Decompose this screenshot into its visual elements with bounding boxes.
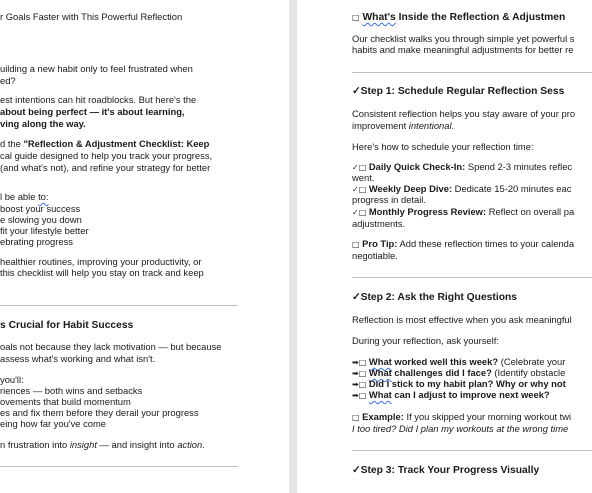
example-line: □ Example: If you skipped your morning workout twi [352, 411, 572, 422]
youll-item: eing how far you've come [0, 418, 107, 429]
checkbox-icon: □ [352, 13, 360, 22]
spelling-squiggle: What [368, 367, 392, 378]
section-divider [0, 305, 238, 306]
intentions-line-1: est intentions can hit roadblocks. But here's the [0, 94, 197, 105]
step2-during: During your reflection, ask yourself: [352, 335, 499, 346]
section-divider [0, 466, 238, 467]
benefit-item: e slowing you down [0, 214, 82, 225]
youll-item: ovements that build momentum [0, 396, 131, 407]
arrow-right-icon: ➡□ [352, 380, 367, 389]
section-divider [352, 72, 592, 73]
inside-body-line-2: habits and make meaningful adjustments for better re [352, 44, 574, 55]
intro-line-1: uilding a new habit only to feel frustrated when [0, 63, 193, 74]
step1-item-cont: adjustments. [352, 218, 406, 229]
intro-line-2: ed? [0, 75, 16, 86]
spelling-squiggle: What [368, 389, 392, 400]
goals-line-2: assess what's working and what isn't. [0, 353, 156, 364]
check-box-icon: ✓□ [352, 185, 367, 194]
example-line-2: I too tired? Did I plan my workouts at the wrong time [352, 423, 569, 434]
question-item: ➡□ What challenges did I face? (Identify obstacle [352, 367, 566, 378]
arrow-right-icon: ➡□ [352, 391, 367, 400]
frustration-line: n frustration into insight — and insight into action. [0, 439, 205, 450]
checklist-intro-line-2: cal guide designed to help you track your progress, [0, 150, 213, 161]
healthier-line-2: this checklist will help you stay on track and keep [0, 267, 204, 278]
step1-body-line-2: improvement intentional. [352, 120, 455, 131]
step1-howto: Here's how to schedule your reflection time: [352, 141, 534, 152]
benefit-item: boost your success [0, 203, 81, 214]
healthier-line-1: healthier routines, improving your productivity, or [0, 256, 202, 267]
step3-heading: ✓Step 3: Track Your Progress Visually [352, 465, 540, 476]
lightbulb-icon: □ [352, 240, 360, 249]
spelling-squiggle: to: [38, 191, 49, 202]
step1-heading: ✓Step 1: Schedule Regular Reflection Sess [352, 86, 565, 97]
step1-item-cont: progress in detail. [352, 194, 426, 205]
arrow-right-icon: ➡□ [352, 358, 367, 367]
question-item: ➡□ What worked well this week? (Celebrate your [352, 356, 566, 367]
section-divider [352, 450, 592, 451]
document-page-right [297, 0, 592, 493]
step1-item: ✓□ Daily Quick Check-In: Spend 2-3 minutes reflec [352, 161, 573, 172]
example-icon: □ [352, 413, 360, 422]
step1-item: ✓□ Weekly Deep Dive: Dedicate 15-20 minutes eac [352, 183, 572, 194]
arrow-right-icon: ➡□ [352, 369, 367, 378]
section-divider [352, 277, 592, 278]
page-gutter [289, 0, 297, 493]
intentions-line-2: about being perfect — it's about learning, [0, 106, 185, 117]
document-page-left [0, 0, 289, 493]
page-title-line: r Goals Faster with This Powerful Reflection [0, 11, 183, 22]
step1-item-cont: went. [352, 172, 375, 183]
youll-line: you'll: [0, 374, 24, 385]
step1-body-line-1: Consistent reflection helps you stay aware of your pro [352, 108, 576, 119]
check-box-icon: ✓□ [352, 208, 367, 217]
pro-tip-line-2: negotiable. [352, 250, 398, 261]
inside-body-line-1: Our checklist walks you through simple yet powerful s [352, 33, 575, 44]
checklist-intro-line-1: d the "Reflection & Adjustment Checklist: Keep [0, 138, 210, 149]
section-heading: s Crucial for Habit Success [0, 320, 134, 331]
step1-item: ✓□ Monthly Progress Review: Reflect on overall pa [352, 206, 575, 217]
check-box-icon: ✓□ [352, 163, 367, 172]
spelling-squiggle: What [368, 356, 392, 367]
intentions-line-3: ving along the way. [0, 118, 86, 129]
pro-tip-line: □ Pro Tip: Add these reflection times to your calenda [352, 238, 575, 249]
inside-heading: □ What's Inside the Reflection & Adjustmen [352, 12, 566, 23]
checklist-intro-line-3: (and what's not), and refine your strategy for better [0, 162, 211, 173]
youll-item: riences — both wins and setbacks [0, 385, 143, 396]
goals-line-1: oals not because they lack motivation — but because [0, 341, 222, 352]
benefit-item: ebrating progress [0, 236, 73, 247]
able-line: l be able to: [0, 191, 49, 202]
spelling-squiggle: What's [362, 12, 396, 23]
step2-body: Reflection is most effective when you ask meaningful [352, 314, 572, 325]
question-item: ➡□ What can I adjust to improve next week? [352, 389, 550, 400]
youll-item: es and fix them before they derail your progress [0, 407, 199, 418]
step2-heading: ✓Step 2: Ask the Right Questions [352, 292, 518, 303]
question-item: ➡□ Did I stick to my habit plan? Why or why not [352, 378, 566, 389]
benefit-item: fit your lifestyle better [0, 225, 89, 236]
